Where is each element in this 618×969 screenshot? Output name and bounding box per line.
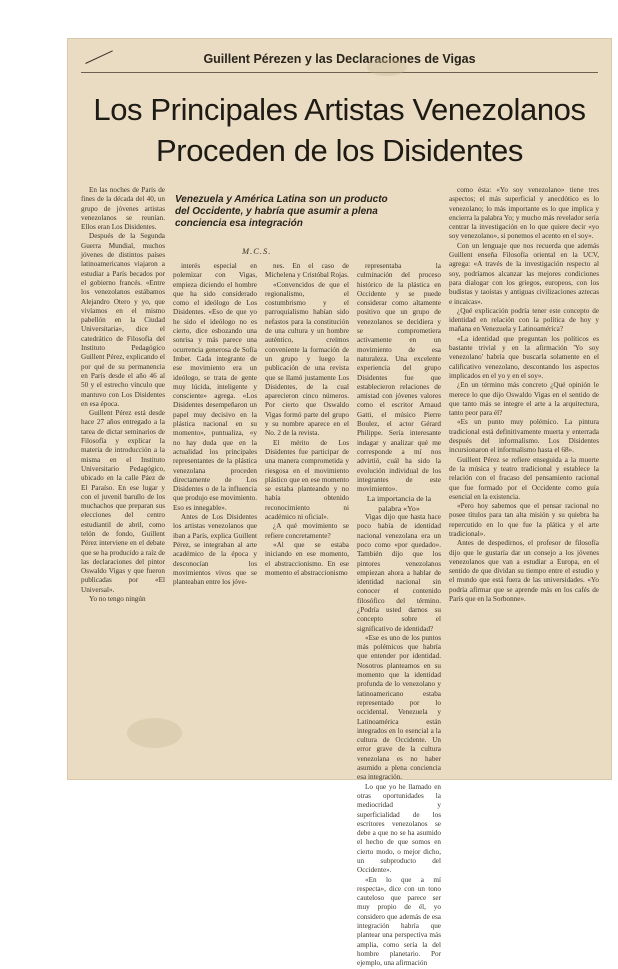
- paragraph: En las noches de París de fines de la década del 40, un grupo de jóvenes artistas venezolanos se reunían. Ellos eran Los Disidentes.: [81, 186, 165, 232]
- paragraph: como ésta: «Yo soy venezolano» tiene tres aspectos; el más superficial y anecdótico es lo venezolano; lo más importante es lo que implica y encierra la palabra Yo; y mucho más revelador sería centrar la investigación en lo que quiere decir «yo soy venezolano», si ponemos el acento en el soy».: [449, 186, 599, 241]
- paragraph: Yo no tengo ningún: [89, 595, 146, 604]
- headline-line-1: Los Principales Artistas Venezolanos: [93, 92, 586, 127]
- paragraph: nes. En el caso de Michelena y Cristóbal Rojas.: [265, 262, 349, 280]
- paragraph: interés especial en polemizar con Vigas, empieza diciendo el hombre que ha sido considerado como el ideólogo de Los Disidentes. «Eso de que yo he sido el ideólogo no es cierto, dice esbozando una sonrisa y más parece una ocurrencia generosa de Sofía Imber. Cada integrante de ese movimiento era un ideólogo, se trata de gente muy lúcida, inteligente y consciente» agrega. «Los Disidentes desempeñaron un papel muy decisivo en la plástica nacional en su momento», puntualiza, «y no hay duda que en la actualidad los principales representantes de la plástica venezolana proceden directamente de Los Disidentes o de la influencia que produjo ese movimiento. Eso es innegable».: [173, 262, 257, 512]
- paragraph: Lo que yo he llamado en otras oportunidades la mediocridad y superficialidad de los escritores venezolanos se debe a que no se ha asumido el hecho de que somos en cierto modo, o mejor dicho, un subproducto del Occidente».: [357, 782, 441, 875]
- paragraph: El mérito de Los Disidentes fue participar de una manera comprometida y riesgosa en el movimiento plástico que en ese momento se estaba planteando y no había obtenido reconocimiento ni académico ni oficial».: [265, 438, 349, 522]
- paragraph: ¿A qué movimiento se refiere concretamente?: [265, 522, 349, 540]
- paragraph: «En lo que a mí respecta», dice con un tono cauteloso que parece ser muy propio de él, yo considero que además de esa integración habría que plantear una perspectiva más amplia, como sería la del hombre planetario. Por ejemplo, una afirmación: [357, 875, 441, 968]
- subheading: La importancia de la palabra «Yo»: [366, 494, 432, 513]
- column-4: [357, 262, 441, 968]
- kicker-line: Guillent Pérezen y las Declaraciones de Vigas: [203, 52, 476, 66]
- column-5: [449, 186, 599, 778]
- byline: M.C.S.: [242, 246, 272, 256]
- paragraph: «Al que se estaba iniciando en ese momento, el abstraccionismo. En ese momento el abstraccionismo: [265, 540, 349, 577]
- paragraph: Después de la Segunda Guerra Mundial, muchos jóvenes de distintos países latinoamericanos viajaron a estudiar a París becados por el gobierno francés. «Entre los venezolanos estábamos Alejandro Otero y yo, que vivíamos en el mismo pabellón en la Ciudad Universitaria», dice el catedrático de Filosofía del Instituto Pedagógico Guillent Pérez, explicando el por qué de su permanencia en París desde el año 46 al 50 y el estrecho vínculo que mantuvo con Los Disidentes en esa época.: [81, 232, 165, 408]
- paragraph: Guillent Pérez está desde hace 27 años entregado a la tarea de dictar seminarios de Filosofía y explicar la materia de introducción a la misma en el Instituto Universitario Pedagógico, ubicado en la calle Páez de El Paraíso. En ese lugar y con el juvenil barullo de los muchachos que preparan sus elecciones del centro estudiantil de abril, como telón de fondo, Guillent Pérez interviene en el debate que se ha producido a raíz de las declaraciones del pintor Oswaldo Vigas y que fueron publicadas por «El Universal».: [81, 409, 165, 594]
- paragraph: ¿Qué explicación podría tener este concepto de identidad en relación con la política de hoy y mañana en Venezuela y Latinoamérica?: [449, 306, 599, 334]
- paragraph: ¿En un término más concreto ¿Qué opinión le merece lo que dijo Oswaldo Vigas en el sentido de que tanto más se integre el arte a la arquitectura, tanto peor para él?: [449, 381, 599, 418]
- paragraph: «Pero hoy sabemos que el pensar racional no posee títulos para tan alta misión y su quiebra ha repercutido en lo que fue la plática y el arte tradicional».: [449, 502, 599, 538]
- newspaper-clipping: [67, 38, 612, 968]
- paragraph: representaba la culminación del proceso histórico de la plástica en Occidente y se puede considerar como altamente positivo que un grupo de venezolanos se decidiera y se comprometiera activamente en un movimiento de esa naturaleza. Una excelente experiencia del grupo Disidentes fue que establecieron relaciones de amistad con jóvenes valores como el escritor Arnaud Gatti, el músico Pierre Boulez, el actor Gérard Philippe. Sería interesante indagar y analizar qué me corresponde a mí nos advirtió, cuál ha sido la evolución individual de los integrantes de este movimiento».: [357, 262, 441, 494]
- paragraph: «Convencidos de que el regionalismo, el costumbrismo y el parroquialismo habían sido nefastos para la constitución de una cultura y un hombre auténtico, creímos conveniente la formación de un grupo y luego la publicación de una revista que se llamó justamente Los Disidentes, de la cual aparecieron cinco números. Por cierto que Oswaldo Vigas formó parte del grupo y su nombre aparece en el No. 2 de la revista.: [265, 280, 349, 438]
- paper-stain: [127, 718, 182, 748]
- column-3: [265, 262, 349, 778]
- top-rule: [81, 72, 598, 73]
- paragraph: Vigas dijo que hasta hace poco había de identidad nacional venezolana era un poco como «por quedado». También dijo que los pintores venezolanos empiezan ahora a hablar de identidad nacional sin conocer el contenido filosófico del término. ¿Podría usted darnos su concepto sobre el significativo de identidad?: [357, 513, 441, 633]
- paragraph: Antes de despedirnos, el profesor de filosofía dijo que le gustaría dar un consejo a los jóvenes venezolanos que van a estudiar a Europa, en el sentido de que dividan su tiempo entre el estudio y el mundo que está fuera de las universidades. «Yo podría afirmar que se aprende más en los cafés de París que en la Sorbonne».: [449, 539, 599, 604]
- headline-line-2: Proceden de los Disidentes: [156, 133, 523, 168]
- paragraph: Guillent Pérez se refiere enseguida a la muerte de la música y teatro tradicional y establece la relación con el fracaso del pensamiento racional que fue formado por el Occidente como guía esencial en la existencia.: [449, 455, 599, 501]
- paragraph: Con un lenguaje que nos recuerda que además Guillent enseña Filosofía oriental en la UCV, agrega: «A través de la investigación respecto al soy, podríamos alcanzar las mejores condiciones para dialogar con los griegos, europeos, con los budistas y taoístas y antiguas civilizaciones aztecas e incaicas».: [449, 241, 599, 306]
- deck: Venezuela y América Latina son un producto del Occidente, y habría que asumir a plena conciencia esa integración: [175, 194, 388, 229]
- column-1: [81, 186, 165, 778]
- paragraph: «La identidad que preguntan los políticos es bastante trivial y en la afirmación 'Yo soy venezolano' habría que buscarla solamente en el calificativo venezolano, descontando los aspectos implicados en el yo y en el soy».: [449, 334, 599, 380]
- paragraph: «Es un punto muy polémico. La pintura tradicional está definitivamente muerta y enterrada después del informalismo. Los Disidentes incursionaron el informalismo hasta el 68».: [449, 418, 599, 455]
- paper-stain: [367, 58, 407, 76]
- paragraph: «Ese es uno de los puntos más polémicos que habría que entender por identidad. Nosotros planteamos en su momento que la identidad profunda de lo venezolano y latinoamericano estaba representado por lo occidental. Venezuela y Latinoamérica están integrados en lo esencial a la cultura de Occidente. Un error grave de la cultura venezolana es no haber asumido a plena conciencia esa integración.: [357, 633, 441, 782]
- column-2: [173, 262, 257, 778]
- paragraph: Antes de Los Disidentes los artistas venezolanos que iban a París, explica Guillent Pérez, se integraban al arte académico de la época y desconocían los movimientos vivos que se planteaban entre los jóve-: [173, 513, 257, 587]
